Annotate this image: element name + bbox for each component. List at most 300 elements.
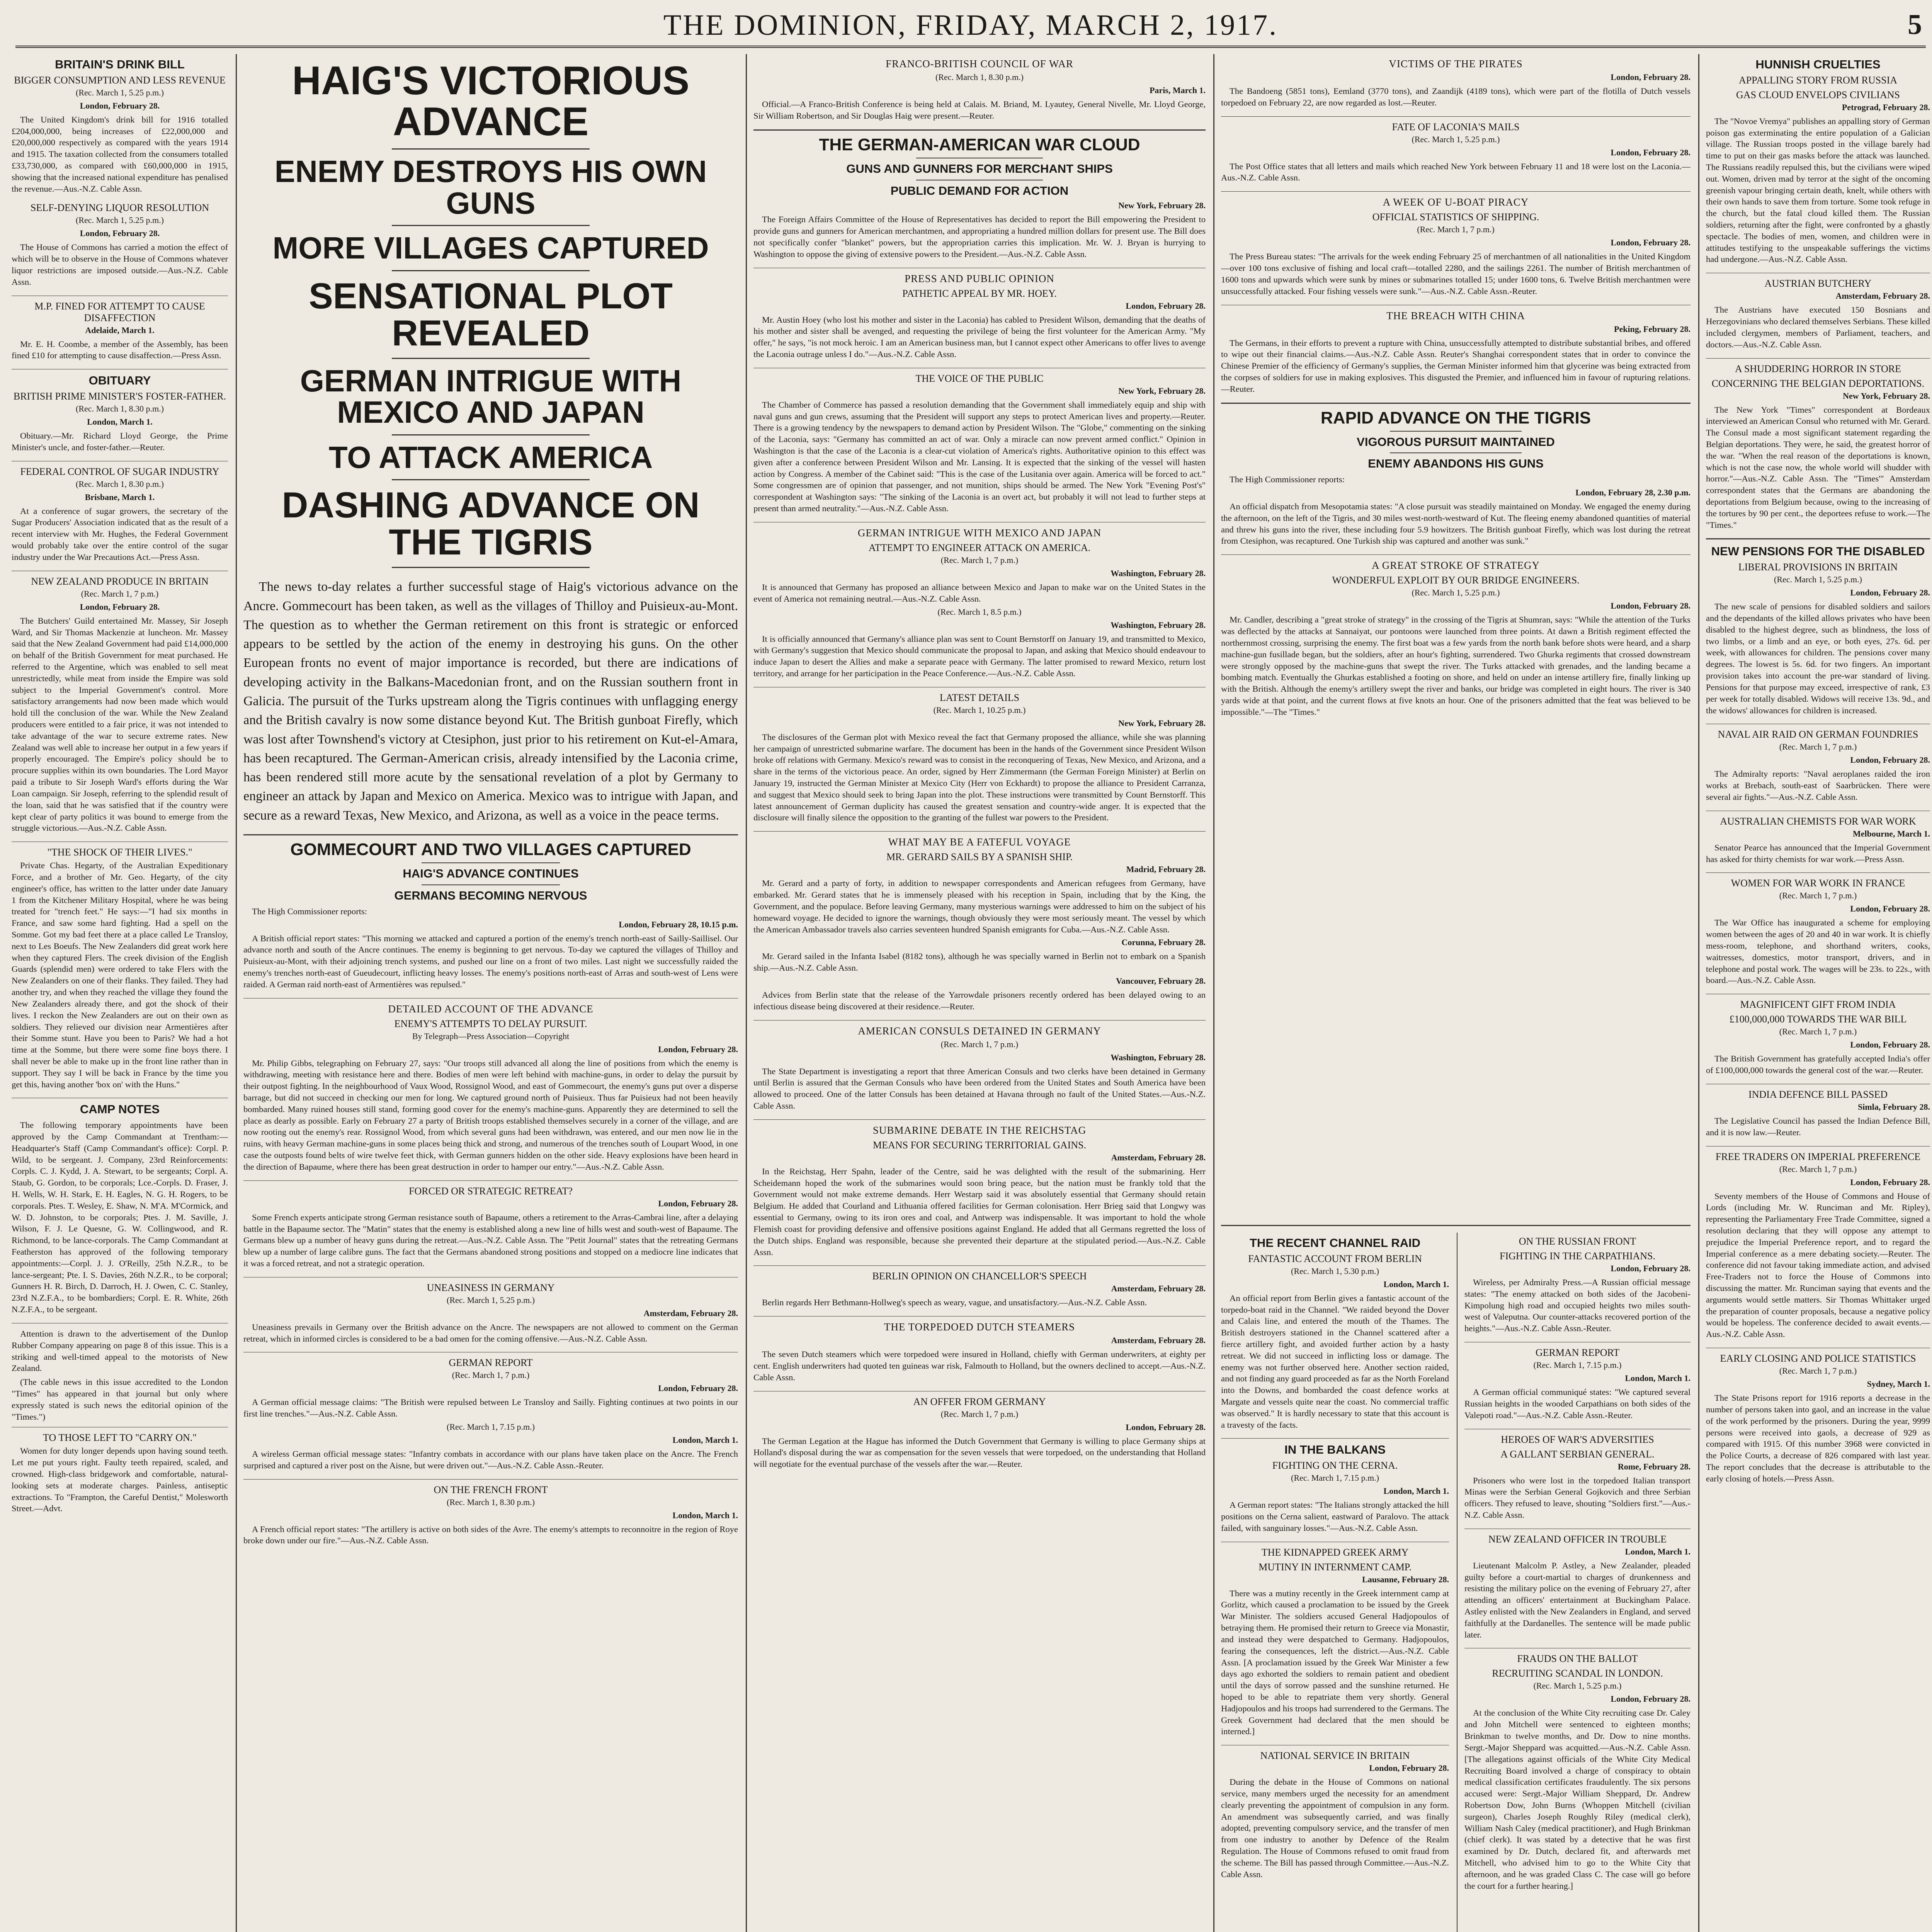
article-body: An official dispatch from Mesopotamia states: "A close pursuit was steadily maintained on Monday. We engaged the enemy during the afternoon, on the left of the Tigris, and 30 miles west-north-westward of Kut. The fleeing enemy abandoned quantities of material and threw his guns into the river, these including four 5.9 howitzers. The British gunboat Firefly, which was lost during the retreat from Ctesiphon, was recaptured. One Turkish ship was captured and another was sunk." (1221, 502, 1690, 546)
article-body: Official.—A Franco-British Conference is being held at Calais. M. Briand, M. Lyautey, General Nivelle, Mr. Lloyd George, Sir William Robertson, and Sir Douglas Haig were present.—Reuter. (753, 99, 1206, 121)
main-headline-deck: TO ATTACK AMERICA (328, 440, 653, 474)
article-headline: NEW ZEALAND OFFICER IN TROUBLE (1488, 1533, 1667, 1545)
article (753, 1025, 1206, 1112)
article (243, 1282, 738, 1345)
news-summary: The news to-day relates a further successful stage of Haig's victorious advance on the Ancre. Gommecourt has been taken, as well as the villages of Thilloy and Puisieux-au-Mont. The question as to whether the German retirement on this front is strategic or enforced appears to be settled by the action of the enemy in destroying his guns. On the other European fronts no event of major importance is recorded, but there are indications of developing activity in the Balkans-Macedonian front, and on the Russian southern front in Galicia. The pursuit of the Turks upstream along the Tigris continues with unflagging energy and the British cavalry is now some distance beyond Kut. The British gunboat Firefly, which was lost after Townshend's victory at Ctesiphon, just prior to his retirement on Kut-el-Amara, has been recaptured. The German-American crisis, already intensified by the Laconia crime, has been rendered still more acute by the sensational revelation of a plot by Germany to engineer an attack by Japan and Mexico on America. Mexico was to intrigue with Japan, and secure as a reward Texas, New Mexico, and Arizona, as well as a voice in the peace terms. (243, 580, 738, 823)
article-subheadline: HAIG'S ADVANCE CONTINUES (403, 867, 579, 881)
dateline: London, February 28. (1850, 1040, 1930, 1050)
article-body: In the Reichstag, Herr Spahn, leader of the Centre, said he was delighted with the result of the submarining. Herr Scheidemann hoped the work of the submarines would soon bring peace, but the nation must be frankly told that the Government would not make extreme demands. Herr Westarp said it was absolutely essential that Germany should retain Belgium. He added that Courland and Lithuania offered facilities for German colonisation. Herr Brieg said that Longwy was essential to Germany, owing to its iron ores and coal, and Antwerp was indispensable. It was important to hold the whole Flemish coast for providing defensive and offensive positions against England. He added that all Germans regretted the loss of the Dutch ships. England was responsible, because she prevented their departure at the stipulated period.—Aus.-N.Z. Cable Assn. (753, 1166, 1206, 1257)
article-headline: WOMEN FOR WAR WORK IN FRANCE (1731, 878, 1905, 889)
dateline: New York, February 28. (1118, 718, 1206, 728)
article-subheadline: MUTINY IN INTERNMENT CAMP. (1259, 1561, 1412, 1573)
dateline: London, March 1. (1625, 1546, 1690, 1556)
received-line: (Rec. March 1, 7.15 p.m.) (1291, 1473, 1379, 1483)
column-4b (1464, 1233, 1690, 1932)
advertisement-heading: TO THOSE LEFT TO "CARRY ON." (43, 1432, 197, 1444)
divider (1221, 1438, 1449, 1439)
article-body: The State Department is investigating a report that three American Consuls and two clerks have been detained in Germany until Berlin is assured that the German Consuls who have been ordered from the United States and South America have been allowed to proceed. One of the latter Consuls has been detained at Havana through no fault of the United States.—Aus.-N.Z. Cable Assn. (753, 1066, 1206, 1111)
article (12, 576, 228, 834)
main-headline-deck: GERMAN INTRIGUE WITH MEXICO AND JAPAN (300, 363, 682, 430)
article (753, 58, 1206, 122)
article (1464, 1347, 1690, 1421)
received-line: (Rec. March 1, 8.30 p.m.) (935, 72, 1024, 82)
article (1221, 1750, 1449, 1880)
article-body: Mr. Austin Hoey (who lost his mother and sister in the Laconia) has cabled to President Wilson, demanding that the deaths of his mother and sister shall be avenged, and requesting the privilege of being the first volunteer for the American Army. "My offer," he says, "is not mock heroic. I am an American business man, but I cannot expect other Americans to offer lives to avenge the Laconia outrage unless I do."—Aus.-N.Z. Cable Assn. (753, 315, 1206, 359)
article (1706, 278, 1930, 350)
article-headline: CAMP NOTES (80, 1102, 160, 1116)
article-subheadline: LIBERAL PROVISIONS IN BRITAIN (1738, 561, 1898, 573)
received-line: (Rec. March 1, 5.25 p.m.) (1412, 134, 1500, 144)
dateline: London, February 28. (1850, 588, 1930, 598)
article-headline: A WEEK OF U-BOAT PIRACY (1383, 196, 1529, 208)
divider (243, 1180, 738, 1181)
dateline: London, February 28. (80, 228, 160, 238)
dateline: Amsterdam, February 28. (643, 1308, 738, 1318)
article-body: The Chamber of Commerce has passed a resolution demanding that the Government shall immediately equip and ship with naval guns and gun crews, assuming that the President will support any steps to protect American lives and property.—Reuter. There is a growing tendency by the newspapers to demand action by President Wilson. The "Globe," commenting on the sinking of the Laconia, says: "Germany has committed an act of war. Only a miracle can now prevent armed conflict." Opinion in Washington is that the case of the Laconia is a clear-cut violation of America's rights. Authoritative opinion to this effect was given after a conference between President Wilson and Mr. Lansing. It is expected that the sinking of the vessel will hasten action by Congress. A member of the Cabinet said: "This is the case of the Lusitania over again. America will be forced to act." Some congressmen are of opinion that passenger, and not munition, ships should be armed. The New York "Evening Post's" correspondent at Washington says: "The sinking of the Laconia is an overt act, but probably it will not lead to further steps at present than armed neutrality."—Aus.-N.Z. Cable Assn. (753, 400, 1206, 514)
article (753, 373, 1206, 514)
article-headline: AUSTRIAN BUTCHERY (1764, 278, 1872, 289)
dateline: Amsterdam, February 28. (1111, 1335, 1206, 1345)
dateline: Amsterdam, February 28. (1111, 1284, 1206, 1294)
column-4a (1221, 1233, 1449, 1932)
divider (1706, 538, 1930, 539)
article-body: The new scale of pensions for disabled soldiers and sailors and the dependants of the killed allows privates who have been disabled to the highest degree, such as blindness, the loss of two limbs, or a limb and an eye, or both eyes, 27s. 6d. per week, with allowances for children. The pensions cover many degrees. The lowest is 5s. 6d. for two fingers. An important provision takes into account the pre-war standard of living. Pensions for that purpose may exceed, irrespective of rank, £3 per week for totally disabled. Widows will receive 13s. 9d., and the widows' allowances for children is increased. (1706, 602, 1930, 715)
dateline: London, February 28. (80, 602, 160, 612)
article-body: Wireless, per Admiralty Press.—A Russian official message states: "The enemy attacked on both sides of the Jacobeni-Kimpolung high road and occupied heights two miles south-west of Valeputna. Our counter-attacks recovered portion of the heights."—Aus.-N.Z. Cable Assn.-Reuter. (1464, 1277, 1690, 1333)
dateline: London, March 1. (672, 1510, 738, 1520)
article-body: The disclosures of the German plot with Mexico reveal the fact that Germany proposed the alliance, while she was planning her campaign of unrestricted submarine warfare. The document has been in the hands of the Government since President Wilson broke off relations with Germany. Mexico's reward was to consist in the reconquering of Texas, New Mexico, and Arizona, and a share in the terms of the victorious peace. An order, signed by Herr Zimmermann (the German Foreign Minister) at Berlin on January 19, instructed the German Minister at Mexico City (Herr von Eckhardt) to propose the alliance to President Carranza, and suggest that Mexico should seek to bring Japan into the plot. These instructions were transmitted by Count Bernstorff. This latest announcement of German duplicity has caused the greatest sensation and country-wide anger. It is expected that the disclosure will finally silence the opposition to the granting of the fullest war powers to the President. (753, 732, 1206, 823)
article-body: A German official communiqué states: "We captured several Russian heights in the wooded Carpathians on both sides of the Valepoti road."—Aus.-N.Z. Cable Assn.-Reuter. (1464, 1387, 1690, 1420)
article-subheadline: MEANS FOR SECURING TERRITORIAL GAINS. (872, 1139, 1087, 1151)
article (753, 1321, 1206, 1383)
article (753, 1270, 1206, 1308)
article (12, 301, 228, 362)
article-body: The following temporary appointments have been approved by the Camp Commandant at Trentham:—Headquarter's Staff (Camp Commandant's office): Corpl. P. Wild, to be sergeant. J. Company, 23rd Reinforcements: Corpls. C. J. Kydd, J. A. Stewart, to be sergeants; Corpl. A. Staub, G. Gordon, to be corporals; Lce.-Corpls. D. Fraser, J. H. Wells, W. H. Stark, E. H. Eagles, N. G. H. Rogers, to be corporals. Ptes. T. Wesley, E. Shaw, N. M'A. M'Cormick, and W. D. Johnston, to be corporals; Ptes. J. M. Saville, J. Wilson, F. J. Le Quesne, G. W. Collingwood, and R. Richmond, to be lance-corporals. The Camp Commandant at Featherston has approved of the following temporary appointments:—Corpl. J. J. O'Reilly, 25th N.Z.R., to be lance-sergeant; Pte. I. S. Davies, 26th N.Z.R., to be corporal; Gunners H. R. Birch, D. Darroch, H. J. Owen, C. C. Stanley, 23rd N.Z.F.A., to be bombardiers; Corpl. E. R. White, 26th N.Z.F.A., to be sergeant. (12, 1120, 228, 1315)
divider (392, 358, 590, 359)
divider (753, 1265, 1206, 1266)
article (1221, 1547, 1449, 1738)
article-headline: AUSTRALIAN CHEMISTS FOR WAR WORK (1720, 815, 1916, 827)
article-subheadline: GERMANS BECOMING NERVOUS (394, 888, 587, 902)
article (12, 202, 228, 287)
article-intro: The High Commissioner reports: (1230, 474, 1345, 485)
article (753, 1124, 1206, 1258)
article-headline: FREE TRADERS ON IMPERIAL PREFERENCE (1715, 1151, 1921, 1162)
article (12, 847, 228, 1090)
article-subheadline: BRITISH PRIME MINISTER'S FOSTER-FATHER. (13, 391, 226, 402)
article-subheadline: VIGOROUS PURSUIT MAINTAINED (1357, 435, 1555, 449)
dateline: Adelaide, March 1. (85, 325, 155, 335)
dateline: Petrograd, February 28. (1842, 102, 1930, 112)
article-subheadline: RECRUITING SCANDAL IN LONDON. (1492, 1668, 1663, 1679)
article-subheadline: FIGHTING ON THE CERNA. (1272, 1460, 1398, 1471)
article-subheadline: CONCERNING THE BELGIAN DEPORTATIONS. (1711, 378, 1925, 389)
column-divider (1213, 54, 1214, 1932)
article-body: The Admiralty reports: "Naval aeroplanes raided the iron works at Brebach, south-east of Saarbrücken. There were several air fights."—Aus.-N.Z. Cable Assn. (1706, 769, 1930, 802)
advertisement-body: Women for duty longer depends upon having sound teeth. Let me put yours right. Faulty teeth repaired, scaled, and crowned. High-class bridgework and comfortable, natural-looking sets at moderate charges. Painless, antiseptic extractions. To "Frampton, the Careful Dentist," Molesworth Street.—Advt. (12, 1446, 228, 1514)
divider (392, 270, 590, 271)
column-1 (12, 54, 228, 1932)
article-body: Seventy members of the House of Commons and House of Lords (including Mr. W. Runciman and Mr. Ripley), representing the Parliamentary Free Trade Committee, signed a resolution declaring that they will oppose any attempt to prejudice the Imperial Preference report, and to regard the Imperial conference as a mere debating society.—Reuter. The conference did not favour taking immediate action, and advised Free-Traders not to force the House of Commons into discussing the matter. Mr. Runciman saying that events and the arguments would settle matters. Sir Thomas Whittaker urged the preparation of counter proposals, because a negative policy would be hopeless. The conference decided to await events.—Aus.-N.Z. Cable Assn. (1706, 1191, 1930, 1339)
masthead (15, 7, 1926, 46)
article-body: The German Legation at the Hague has informed the Dutch Government that Germany is willing to place Germany ships at Holland's disposal during the war as compensation for the seven vessels that were torpedoed, on the understanding that Holland will negotiate for the eventual purchase of the vessels after the war.—Reuter. (753, 1436, 1206, 1469)
divider (1706, 872, 1930, 873)
dateline: Melbourne, March 1. (1852, 828, 1930, 838)
main-headline-deck: DASHING ADVANCE ON THE TIGRIS (282, 485, 700, 563)
article-body: Some French experts anticipate strong German resistance south of Bapaume, others a retirement to the Arras-Cambrai line, after a delaying battle in the Bapaume sector. The "Matin" states that the enemy is established along a new line of hills west and south-west of Bapaume. The Germans blew up a number of heavy guns during the retreat.—Aus.-N.Z. Cable Assn. The "Petit Journal" states that the retreating Germans blew up a number of large calibre guns. The fact that the Germans abandoned strong positions and stopped on a mediocre line indicates that it was a forced retreat, and not a strategic operation. (243, 1212, 738, 1268)
received-line: (Rec. March 1, 5.25 p.m.) (1412, 588, 1500, 598)
article-body: At a conference of sugar growers, the secretary of the Sugar Producers' Association indicated that as the result of a recent interview with Mr. Hughes, the Federal Government would probably take over the entire control of the sugar industry under the War Precautions Act.—Press Assn. (12, 506, 228, 562)
column-2 (243, 54, 738, 1932)
article (1706, 1089, 1930, 1138)
article-headline: OBITUARY (88, 374, 151, 388)
byline: By Telegraph—Press Association—Copyright (412, 1031, 570, 1041)
article-headline: NEW ZEALAND PRODUCE IN BRITAIN (31, 575, 209, 587)
article-headline: NATIONAL SERVICE IN BRITAIN (1260, 1750, 1410, 1762)
article-body: Private Chas. Hegarty, of the Australian Expeditionary Force, and a brother of Mr. Geo. Hegarty, of the city engineer's office, has written to the latter under date January 1 from the Kitchener Military Hospital, where he was being treated for "trench feet." He says:—"I had six months in France, and saw some hard fighting. Had a spell on the Somme. Got my bad feet there at a place called Le Transloy, next to Les Boeufs. The New Zealanders did great work here when they captured Flers. The creek division of the English Guards (splendid men) were ordered to take Flers with the New Zealanders on one of their flanks. They failed. They had another try, and when they reached the village they found the New Zealanders already there, and got the shock of their lives. I reckon the New Zealanders are out on their own as soldiers. They relieved our division near Armentières after their Somme stunt. Have you been to Paris? We had a hot time at the Somme, but there were some fine boys there. I shall never be able to make up in the front line rather than in support. They say I will be back in France by the time you get this, having another 'box on' with the Huns." (12, 861, 228, 1089)
received-line: (Rec. March 1, 7 p.m.) (452, 1370, 530, 1380)
dateline: London, February 28. (1126, 1422, 1206, 1432)
received-line: (Rec. March 1, 7 p.m.) (1779, 1027, 1857, 1037)
divider (243, 1479, 738, 1480)
notice: Attention is drawn to the advertisement of the Dunlop Rubber Company appearing on page 8 of this issue. This is a striking and well-timed appeal to the motorists of New Zealand. (12, 1328, 228, 1373)
received-line: (Rec. March 1, 7 p.m.) (1779, 891, 1857, 901)
article-body: The Bandoeng (5851 tons), Eemland (3770 tons), and Zaandijk (4189 tons), which were part of the flotilla of Dutch vessels torpedoed on February 22, are now regarded as lost.—Reuter. (1221, 86, 1690, 107)
divider (753, 1119, 1206, 1120)
article-body: The Press Bureau states: "The arrivals for the week ending February 25 of merchantmen of all nationalities in the United Kingdom—over 100 tons exclusive of fishing and local craft—totalled 2280, and the sailings 2261. The number of British merchantmen of 1600 tons and upwards which were sunk by mines or submarines totalled 15; under 1600 tons, 6. Twelve British merchantmen were unsuccessfully attacked. Four fishing vessels were sunk."—Aus.-N.Z. Cable Assn.-Reuter. (1221, 252, 1690, 296)
article-headline: LATEST DETAILS (939, 692, 1020, 703)
article-subheadline: APPALLING STORY FROM RUSSIA (1738, 74, 1898, 86)
article-subheadline: A GALLANT SERBIAN GENERAL. (1500, 1448, 1655, 1460)
dateline: Madrid, February 28. (1126, 864, 1206, 874)
article-subheadline: OFFICIAL STATISTICS OF SHIPPING. (1372, 211, 1539, 223)
article (753, 136, 1206, 260)
dateline: Simla, February 28. (1858, 1102, 1930, 1112)
article (243, 841, 738, 990)
article-subheadline: GUNS AND GUNNERS FOR MERCHANT SHIPS (846, 162, 1113, 175)
received-line: (Rec. March 1, 7 p.m.) (940, 1039, 1019, 1049)
received-line: (Rec. March 1, 8.30 p.m.) (76, 404, 164, 413)
article-headline: BRITAIN'S DRINK BILL (55, 58, 185, 71)
article-subheadline: GAS CLOUD ENVELOPS CIVILIANS (1736, 89, 1900, 100)
article-headline: NAVAL AIR RAID ON GERMAN FOUNDRIES (1718, 729, 1918, 740)
dateline: Brisbane, March 1. (85, 492, 155, 502)
received-line: (Rec. March 1, 5.25 p.m.) (76, 87, 164, 97)
article-subheadline: £100,000,000 TOWARDS THE WAR BILL (1729, 1014, 1907, 1025)
article (1706, 58, 1930, 265)
divider (1390, 431, 1521, 432)
article (243, 1003, 738, 1173)
received-line: (Rec. March 1, 7 p.m.) (1779, 1366, 1857, 1376)
divider (392, 479, 590, 480)
article-headline: A GREAT STROKE OF STRATEGY (1371, 560, 1540, 571)
received-line: (Rec. March 1, 7 p.m.) (81, 588, 159, 599)
dateline: London, March 1. (1383, 1279, 1449, 1289)
article-body: Berlin regards Herr Bethmann-Hollweg's speech as weary, vague, and unsatisfactory.—Aus.-N.Z. Cable Assn. (762, 1298, 1147, 1308)
dateline: Lausanne, February 28. (1362, 1574, 1449, 1584)
column-5 (1706, 54, 1930, 1932)
article-body: Prisoners who were lost in the torpedoed Italian transport Minas were the Serbian General Gojkovich and three Serbian officers. They refused to leave, shouting "Soldiers first."—Aus.-N.Z. Cable Assn. (1464, 1475, 1690, 1520)
article-headline: GOMMECOURT AND TWO VILLAGES CAPTURED (290, 840, 691, 859)
article-headline: GERMAN INTRIGUE WITH MEXICO AND JAPAN (857, 527, 1102, 539)
dateline: London, February 28, 10.15 p.m. (619, 919, 738, 929)
article-headline: FRANCO-BRITISH COUNCIL OF WAR (886, 58, 1073, 70)
article-headline: M.P. FINED FOR ATTEMPT TO CAUSE DISAFFECTION (34, 300, 205, 323)
article-body: A French official report states: "The artillery is active on both sides of the Avre. The enemy's attempts to reconnoitre in the region of Roye broke down under our fire."—Aus.-N.Z. Cable Assn. (243, 1524, 738, 1546)
dateline: Vancouver, February 28. (1116, 976, 1206, 986)
article-headline: VICTIMS OF THE PIRATES (1389, 58, 1523, 70)
masthead-title: THE DOMINION, FRIDAY, MARCH 2, 1917. (663, 9, 1278, 41)
article-headline: THE KIDNAPPED GREEK ARMY (1261, 1546, 1409, 1558)
article-headline: IN THE BALKANS (1284, 1443, 1386, 1457)
divider (392, 225, 590, 226)
dateline: Amsterdam, February 28. (1835, 291, 1930, 301)
divider (243, 834, 738, 835)
received-line: (Rec. March 1, 5.25 p.m.) (76, 215, 164, 225)
article (1706, 729, 1930, 803)
dateline: London, February 28. (1850, 1177, 1930, 1187)
divider (1706, 358, 1930, 359)
article (1706, 1151, 1930, 1340)
column-divider (746, 54, 747, 1932)
article-body: The Legislative Council has passed the Indian Defence Bill, and it is now law.—Reuter. (1706, 1116, 1930, 1137)
article (753, 273, 1206, 360)
article-headline: ON THE FRENCH FRONT (434, 1484, 548, 1495)
dateline: London, February 28. (1611, 238, 1690, 248)
dateline: London, February 28. (1611, 1694, 1690, 1704)
article-headline: MAGNIFICENT GIFT FROM INDIA (1740, 999, 1896, 1010)
dateline: Paris, March 1. (1149, 85, 1206, 95)
dateline: Rome, February 28. (1617, 1461, 1690, 1471)
divider (1221, 554, 1690, 555)
article-subheadline: PATHETIC APPEAL BY MR. HOEY. (902, 287, 1057, 299)
article-headline: ON THE RUSSIAN FRONT (1519, 1236, 1636, 1247)
article (243, 1357, 738, 1471)
article-body: Senator Pearce has announced that the Imperial Government has asked for thirty chemists for war work.—Press Assn. (1706, 842, 1930, 864)
dateline: Washington, February 28. (1111, 568, 1206, 578)
dateline: London, February 28. (1611, 72, 1690, 82)
article-body: Mr. Gerard sailed in the Infanta Isabel (8182 tons), although he was specially warned in Berlin not to embark on a Spanish ship.—Aus.-N.Z. Cable Assn. (753, 951, 1206, 973)
main-headline-deck: SENSATIONAL PLOT REVEALED (309, 275, 673, 353)
article-headline: FORCED OR STRATEGIC RETREAT? (409, 1185, 573, 1197)
article-headline: HUNNISH CRUELTIES (1755, 58, 1881, 71)
article-headline: SELF-DENYING LIQUOR RESOLUTION (30, 202, 209, 214)
dateline: London, February 28. (1850, 755, 1930, 765)
received-line: (Rec. March 1, 7 p.m.) (940, 1409, 1019, 1419)
article-body: The seven Dutch steamers which were torpedoed were insured in Holland, chiefly with German underwriters, at eighty per cent. English underwriters had quoted ten guineas war risk, Falmouth to Holland, but the owners declined to accept.—Aus.-N.Z. Cable Assn. (753, 1349, 1206, 1382)
article (12, 374, 228, 453)
advertisement (12, 1432, 228, 1514)
article-body: A wireless German official message states: "Infantry combats in accordance with our plans have taken place on the Ancre. The French surprised and captured a river post on the Aisne, but were driven out."—Aus.-N.Z. Cable Assn.-Reuter. (243, 1449, 738, 1470)
article (1221, 1236, 1449, 1430)
article-headline: GERMAN REPORT (449, 1357, 533, 1369)
article-headline: EARLY CLOSING AND POLICE STATISTICS (1720, 1353, 1916, 1364)
article-subheadline: WONDERFUL EXPLOIT BY OUR BRIDGE ENGINEERS. (1332, 575, 1580, 586)
dateline: London, February 28. (1850, 904, 1930, 914)
article (1706, 545, 1930, 716)
divider (1221, 191, 1690, 192)
article-body: The House of Commons has carried a motion the effect of which will be to observe in the House of Commons whatever liquor restrictions are imposed outside.—Aus.-N.Z. Cable Assn. (12, 242, 228, 287)
article-headline: THE BREACH WITH CHINA (1386, 310, 1525, 321)
article-body: The Post Office states that all letters and mails which reached New York between February 11 and 18 were lost on the Laconia.—Aus.-N.Z. Cable Assn. (1221, 161, 1690, 183)
article (1221, 310, 1690, 395)
article-headline: THE RECENT CHANNEL RAID (1249, 1236, 1421, 1250)
article-body: A German official message claims: "The British were repulsed between Le Transloy and Sailly. Fighting continues at two points in our first line trenches."—Aus.-N.Z. Cable Assn. (243, 1397, 738, 1419)
divider (1221, 116, 1690, 117)
article (1464, 1236, 1690, 1334)
article-headline: NEW PENSIONS FOR THE DISABLED (1711, 544, 1925, 558)
article-body: The British Government has gratefully accepted India's offer of £100,000,000 towards the general cost of the war.—Reuter. (1706, 1054, 1930, 1075)
received-line: (Rec. March 1, 7 p.m.) (1417, 224, 1495, 235)
article (1706, 878, 1930, 986)
article-body: The Germans, in their efforts to prevent a rupture with China, unsuccessfully attempted to distribute substantial bribes, and offered to wipe out their financial claims.—Aus.-N.Z. Cable Assn. Reuter's Shanghai correspondent states that in order to convince the Chinese Premier of the efficiency of Germany's supplies, the German Minister informed him that glycerine was being extracted from the corpses of soldiers for use in making explosives. This disgusted the Premier, and influenced him in favour of rupturing relations.—Reuter. (1221, 338, 1690, 394)
dateline: New York, February 28. (1118, 201, 1206, 211)
article-body: Mr. Gerard and a party of forty, in addition to newspaper correspondents and American refugees from Germany, have embarked. Mr. Gerard states that he is immensely pleased with his reception in Spain, including that by the King, the Government, and the populace. Before leaving Germany, many mysterious warnings were addressed to him on the subject of his homeward voyage. He decided to ignore the warnings, though obviously they were most seriously meant. The vessel by which the American Ambassador travels also carries seventeen hundred Spanish emigrants for Cuba.—Aus.-N.Z. Cable Assn. (753, 878, 1206, 934)
column-divider (1698, 54, 1699, 1932)
received-line: (Rec. March 1, 8.30 p.m.) (447, 1497, 535, 1507)
article (1221, 58, 1690, 109)
article (1706, 816, 1930, 865)
received-line: (Rec. March 1, 7 p.m.) (1779, 1164, 1857, 1174)
divider (392, 567, 590, 568)
article-body: It is officially announced that Germany's alliance plan was sent to Count Bernstorff on January 19, and transmitted to Mexico, with Germany's suggestion that Mexico should communicate the proposal to Japan, and asking that Mexico should endeavour to induce Japan to desert the Allies and make a separate peace with Germany. The latter promised to reward Mexico, return lost territory, and arrange for her participation in the Peace Conference.—Aus.-N.Z. Cable Assn. (753, 634, 1206, 678)
dateline: London, February 28. (1611, 147, 1690, 157)
article (1221, 1443, 1449, 1534)
dateline: London, February 28. (658, 1198, 738, 1208)
main-headline-deck: MORE VILLAGES CAPTURED (272, 231, 709, 265)
divider (1221, 403, 1690, 404)
article-body: Lieutenant Malcolm P. Astley, a New Zealander, pleaded guilty before a court-martial to charges of drunkenness and resisting the military police on the evening of February 27, after attending an officers' entertainment at Buckingham Palace. Astley enlisted with the New Zealanders in England, and served faithfully at the Dardanelles. The sentence will be made public later. (1464, 1560, 1690, 1639)
column-3 (753, 54, 1206, 1932)
dateline: London, February 28. (1611, 601, 1690, 611)
article-headline: RAPID ADVANCE ON THE TIGRIS (1320, 408, 1591, 427)
dateline: London, February 28. (80, 100, 160, 111)
article-subheadline: PUBLIC DEMAND FOR ACTION (890, 184, 1069, 197)
article (1221, 409, 1690, 547)
dateline: Sydney, March 1. (1867, 1379, 1930, 1389)
article-headline: FRAUDS ON THE BALLOT (1517, 1653, 1638, 1665)
dateline: London, February 28. (658, 1044, 738, 1054)
received-line: (Rec. March 1, 5.25 p.m.) (1774, 575, 1862, 585)
dateline: Amsterdam, February 28. (1111, 1152, 1206, 1162)
article-body: Advices from Berlin state that the release of the Yarrowdale prisoners recently ordered has been delayed owing to an infectious disease being discovered at their residence.—Reuter. (753, 990, 1206, 1011)
article-body: A British official report states: "This morning we attacked and captured a portion of the enemy's trench north-east of Sailly-Saillisel. Our advance north and south of the Ancre continues. The enemy is beginning to get nervous. To-day we captured the villages of Thilloy and Puisieux-au-Mont, with their adjoining trench systems, and pushed our line on a front of two miles. Last night we successfully raided the enemy's trenches north-east of Gueudecourt, inflicting heavy losses. The enemy's positions north-east of Arras and south-west of Lens were raided. A German raid north-east of Armentières was repulsed." (243, 933, 738, 989)
dateline: London, February 28. (1126, 301, 1206, 311)
article-headline: FEDERAL CONTROL OF SUGAR INDUSTRY (20, 466, 219, 477)
divider (422, 862, 560, 863)
article-body: At the conclusion of the White City recruiting case Dr. Caley and John Mitchell were sentenced to eighteen months; Brinkman to twelve months, and Dr. Dow to nine months. Sergt.-Major Sheppard was acquitted.—Aus.-N.Z. Cable Assn. [The allegations against officials of the White City Medical Recruiting Board involved a charge of conspiracy to obtain medical classification certificates fraudulently. The six persons accused were: Sergt.-Major William Sheppard, Dr. Andrew Robertson Dow, John Burns (Whoppen Mitchell (civilian surgeon), Charles Joseph Roughly Riley (medical clerk), William Nash Caley (medical practitioner), and Hugh Brinkman (chief clerk). It was stated by a detective that he was first examined by Dr. Dutch, declared fit, and afterwards met Mitchell, who advised him to go to the White City that afternoon, and he was graded Class C. The case will go before the court for a further hearing.] (1464, 1708, 1690, 1891)
article-body: Mr. Philip Gibbs, telegraphing on February 27, says: "Our troops still advanced all along the line of positions from which the enemy is withdrawing, meeting with resistance here and there. Bodies of men were left behind with machine-guns, in order to delay the pursuit by their outpost fighting. In the neighbourhood of Vaux Wood, Rossignol Wood, and east of Gommecourt, the enemy's guns put over a disperse barrage, but did not succeed in checking our men for long. We captured ground north of Puisieux. Thus far Puisieux had not been heavily bombarded. Many ruined houses still stand, forming good cover for the enemy's machine-guns. Apparently they are determined to sell the place as dearly as possible. Early on February 27 a party of British troops established themselves securely in a corner of the village, and are now rooting out the enemy's rear. Rossignol Wood, from which several guns had been withdrawn, was entered, and our men now lie in the ruins, with heavy German machine-guns in some places being thick and strong, and numerous of the trenches south of Loupart Wood, in one case the outposts found belts of wire twelve feet thick, with German gunners hidden on the other side. Heavy explosions have been heard in the direction of Bapaume, where there has been great destruction in order to hamper our entry."—Aus.-N.Z. Cable Assn. (243, 1058, 738, 1172)
article-body: Uneasiness prevails in Germany over the British advance on the Ancre. The newspapers are not allowed to comment on the German retreat, which in informed circles is considered to be a bad omen for the coming offensive.—Aus.-N.Z. Cable Assn. (243, 1322, 738, 1344)
divider (1221, 1225, 1690, 1226)
article (753, 692, 1206, 824)
article (1464, 1434, 1690, 1521)
article-headline: UNEASINESS IN GERMANY (427, 1282, 555, 1293)
article (243, 1185, 738, 1269)
received-line: (Rec. March 1, 7.15 p.m.) (447, 1422, 535, 1432)
divider (392, 148, 590, 150)
received-line: (Rec. March 1, 7 p.m.) (940, 555, 1019, 565)
article-body: The Foreign Affairs Committee of the House of Representatives has decided to report the Bill empowering the President to provide guns and gunners for American merchantmen, and appropriating a hundred million dollars for present use. The Bill does not specifically confer "blanket" powers, but the appropriation carries this implication. Mr. W. J. Bryan is hurrying to Washington to oppose the giving of extensive powers to the President.—Aus.-N.Z. Cable Assn. (753, 214, 1206, 259)
article (753, 836, 1206, 1012)
article-headline: PRESS AND PUBLIC OPINION (905, 272, 1054, 284)
article (1706, 1353, 1930, 1485)
received-line: (Rec. March 1, 5.25 p.m.) (447, 1295, 535, 1305)
received-line: (Rec. March 1, 5.30 p.m.) (1291, 1266, 1379, 1276)
column-divider (1457, 1233, 1458, 1932)
dateline: Peking, February 28. (1614, 324, 1690, 334)
article (12, 1103, 228, 1315)
article (1221, 560, 1690, 718)
article-body: There was a mutiny recently in the Greek internment camp at Gorlitz, which caused a proclamation to be issued by the Greek War Minister. The soldiers accused General Hadjopoulos of betraying them. He promised their return to Greece via Monastir, and instead they were despatched to Germany. Hadjopoulos, fearing the consequences, left the district.—Aus.-N.Z. Cable Assn. [A proclamation issued by the Greek War Minister a few days ago exhorted the soldiers to remain patient and obedient until the days of sorrow passed and the sunshine returned. He hoped to be able to repatriate them very shortly. General Hadjopoulos and his troops had surrendered to the Germans. The Greek Government had declared that the men should be interned.] (1221, 1588, 1449, 1736)
article-body: Mr. E. H. Coombe, a member of the Assembly, has been fined £10 for attempting to cause disaffection.—Press Assn. (12, 339, 228, 361)
dateline: London, February 28. (658, 1383, 738, 1393)
article-body: The United Kingdom's drink bill for 1916 totalled £204,000,000, being increases of £22,000,000 and £20,000,000 respectively as compared with the years 1914 and 1915. The taxation collected from the consumers totalled £33,730,000, as compared with £60,000,000 in 1915, showing that the increased national expenditure has penalised the revenue.—Aus.-N.Z. Cable Assn. (12, 114, 228, 194)
column-divider (236, 54, 237, 1932)
article-intro: The High Commissioner reports: (252, 906, 367, 916)
article-body: A German report states: "The Italians strongly attacked the hill positions on the Cerna salient, eastward of Paralovo. The attack failed, with sanguinary losses."—Aus.-N.Z. Cable Assn. (1221, 1500, 1449, 1533)
article-body: The "Novoe Vremya" publishes an appalling story of German poison gas exterminating the entire population of a Galician village. The Russian troops posted in the village barely had time to put on their gas masks before the attack was launched. The Russians readily repulsed this, but the civilians were wiped out. Women, driven mad by terror at the sight of the oncoming greenish vapour bringing certain death, knelt, while others with their own hands to save them from torture. Some took refuge in the church, but the fatal cloud killed them. The Russian soldiers, returning after the fight, were confronted by a ghastly spectacle. The bodies of men, women, and children were in attitudes testifying to the unspeakable sufferings the victims had undergone.—Aus.-N.Z. Cable Assn. (1706, 116, 1930, 264)
dateline: Washington, February 28. (1111, 1052, 1206, 1062)
article (753, 1396, 1206, 1470)
received-line: (Rec. March 1, 8.30 p.m.) (76, 479, 164, 489)
article (12, 58, 228, 194)
article-body: Mr. Candler, describing a "great stroke of strategy" in the crossing of the Tigris at Shumran, says: "While the attention of the Turks was deflected by the attacks at Sannaiyat, our pontoons were launched from three points. At dawn a British regiment effected the northernmost crossing, surprising the enemy. The first boat was a few yards from the north bank before shots were heard, and a sharp machine-gun fusillade began, but the soldiers, after an hour's fighting, surrendered. Two Ghurka regiments that crossed downstream were strongly opposed by the machine-guns that swept the river. The Turks attacked with grenades, and the landing became a bombing match. Eventually the Ghurkas established a footing on shore, and held on under an intense artillery fire, finally linking up with the British. Although the enemy's artillery swept the river and banks, our bridge was completed in eight hours. The river is 340 yards wide at that point, and the current flows at five knots an hour. One of the prisoners admitted that the feat was believed to be impossible."—The "Times." (1221, 615, 1690, 717)
article-body: The State Prisons report for 1916 reports a decrease in the number of persons taken into gaol, and an increase in the value of the work performed by the prisoners. During the year, 9999 persons were received into gaols, a decrease of 929 as compared with 1915. Of this number 3968 were convicted in the Police Courts, a decrease of 826 compared with last year. The report concludes that the decrease is attributable to the early closing of hotels.—Press Assn. (1706, 1393, 1930, 1483)
divider (753, 129, 1206, 131)
cable-notice: (The cable news in this issue accredited to the London "Times" has appeared in that journal but only where expressly stated is such news the editorial opinion of the "Times.") (12, 1377, 228, 1422)
article-headline: "THE SHOCK OF THEIR LIVES." (47, 847, 192, 858)
main-headline: HAIG'S VICTORIOUS ADVANCE (292, 58, 690, 145)
article-headline: THE TORPEDOED DUTCH STEAMERS (884, 1321, 1075, 1333)
article-body: Obituary.—Mr. Richard Lloyd George, the Prime Minister's uncle, and foster-father.—Reuter. (12, 431, 228, 452)
article-body: The War Office has inaugurated a scheme for employing women between the ages of 20 and 40 in war work. It is chiefly mess-room, telephone, and shorthand writers, cooks, waitresses, domestics, motor transport, drivers, and in telephone and postal work. The wages will be 23s. to 22s., with board.—Aus.-N.Z. Cable Assn. (1706, 918, 1930, 985)
divider (392, 434, 590, 435)
dateline: New York, February 28. (1118, 386, 1206, 396)
dateline: London, March 1. (87, 417, 153, 427)
article-body: The Austrians have executed 150 Bosnians and Herzegovinians who declared themselves Serbians. These killed included clergymen, members of Parliament, teachers, and doctors.—Aus.-N.Z. Cable Assn. (1706, 305, 1930, 349)
dateline: London, March 1. (1383, 1486, 1449, 1496)
received-line: (Rec. March 1, 5.25 p.m.) (1533, 1681, 1622, 1691)
article-headline: THE VOICE OF THE PUBLIC (915, 372, 1044, 384)
page-number: 5 (1908, 9, 1922, 41)
article-headline: BERLIN OPINION ON CHANCELLOR'S SPEECH (872, 1270, 1087, 1282)
received-line: (Rec. March 1, 7 p.m.) (1779, 742, 1857, 752)
article (12, 466, 228, 563)
article-subheadline: BIGGER CONSUMPTION AND LESS REVENUE (14, 74, 226, 86)
column-4-top (1221, 54, 1690, 1221)
divider (753, 831, 1206, 832)
article-subheadline: ATTEMPT TO ENGINEER ATTACK ON AMERICA. (868, 542, 1091, 553)
article-body: The Butchers' Guild entertained Mr. Massey, Sir Joseph Ward, and Sir Thomas Mackenzie at luncheon. Mr. Massey said that the New Zealand Government had paid £14,000,000 on behalf of the British Government for meat purchased. He referred to the Argentine, which was enabled to sell meat unrestrictedly, while meat from inside the Empire was sold subject to the Imperial Government's control. More satisfactory arrangements had now been made which would hold till the conclusion of the war. While the New Zealand producers were entitled to a fair price, it was not intended to take advantage of the war to secure extreme rates. New Zealand was well able to increase her output in a few years if properly encouraged. The Empire's policy should be to procure supplies within its own boundaries. The Lord Mayor paid a tribute to Sir Joseph Ward's efforts during the War Loan campaign. Sir Joseph, referring to the splendid result of the loan, said that he was satisfied that if the country were kept clear of party politics it was bound to emerge from the struggle victorious.—Aus.-N.Z. Cable Assn. (12, 616, 228, 833)
divider (422, 884, 560, 885)
article-subheadline: FIGHTING IN THE CARPATHIANS. (1499, 1250, 1656, 1262)
article-headline: AMERICAN CONSULS DETAINED IN GERMANY (858, 1025, 1101, 1037)
article-headline: DETAILED ACCOUNT OF THE ADVANCE (388, 1003, 594, 1015)
article-body: It is announced that Germany has proposed an alliance between Mexico and Japan to make war on the United States in the event of America not remaining neutral.—Aus.-N.Z. Cable Assn. (753, 582, 1206, 604)
article (1464, 1653, 1690, 1891)
article (753, 527, 1206, 679)
article-headline: GERMAN REPORT (1535, 1347, 1620, 1359)
dateline: New York, February 28. (1843, 391, 1930, 401)
dateline: London, February 28. (1611, 1264, 1690, 1273)
article-body: During the debate in the House of Commons on national service, many members urged the necessity for an amendment clearly preventing the appointment of compulsion in any form. An amendment was subsequently carried, and was finally adopted, preventing compulsory service, and the transfer of men from one industry to another by Defence of the Realm Regulation. The House of Commons refused to omit fraud from the scheme. The Bill has passed through Committee.—Aus.-N.Z. Cable Assn. (1221, 1777, 1449, 1879)
article-headline: HEROES OF WAR'S ADVERSITIES (1501, 1434, 1654, 1445)
divider (1390, 452, 1521, 453)
dateline: London, March 1. (1625, 1373, 1690, 1383)
dateline: Washington, February 28. (1111, 620, 1206, 630)
dateline: London, February 28, 2.30 p.m. (1575, 488, 1690, 497)
